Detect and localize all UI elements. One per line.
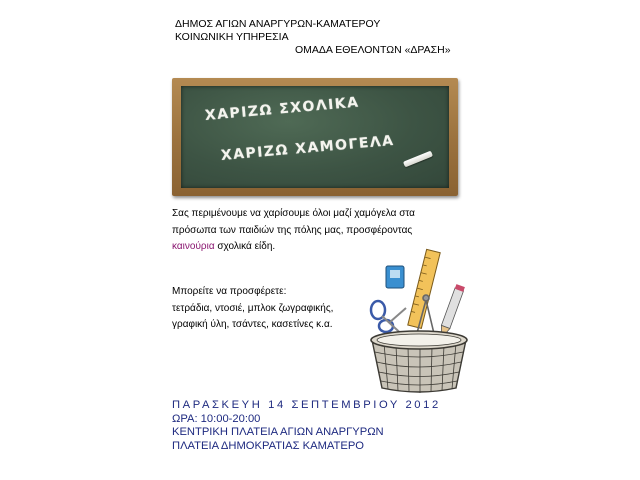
event-details	[172, 399, 441, 453]
chalkboard-line-1: ΧΑΡΙΖΩ ΣΧΟΛΙΚΑ	[204, 94, 361, 124]
chalkboard-surface	[181, 86, 449, 188]
volunteer-group-name: ΟΜΑΔΑ ΕΘΕΛΟΝΤΩΝ «ΔΡΑΣΗ»	[295, 44, 451, 56]
offer-title: Μπορείτε να προσφέρετε:	[172, 286, 287, 297]
municipality-name: ΔΗΜΟΣ ΑΓΙΩΝ ΑΝΑΡΓΥΡΩΝ-ΚΑΜΑΤΕΡΟΥ	[175, 18, 381, 30]
event-time: ΩΡΑ: 10:00-20:00	[172, 412, 261, 425]
chalkboard	[172, 78, 458, 196]
chalk-icon	[403, 151, 433, 168]
organization-header	[175, 18, 451, 57]
intro-line-2: πρόσωπα των παιδιών της πόλης μας, προσφέροντας	[172, 224, 413, 236]
chalkboard-line-2: ΧΑΡΙΖΩ ΧΑΜΟΓΕΛΑ	[220, 132, 396, 164]
basket-supplies-icon	[364, 248, 474, 398]
event-date: ΠΑΡΑΣΚΕΥΗ 14 ΣΕΠΤΕΜΒΡΙΟΥ 2012	[172, 399, 441, 411]
event-location-1: ΚΕΝΤΡΙΚΗ ΠΛΑΤΕΙΑ ΑΓΙΩΝ ΑΝΑΡΓΥΡΩΝ	[172, 426, 384, 438]
offer-paragraph	[172, 284, 333, 334]
social-service-name: ΚΟΙΝΩΝΙΚΗ ΥΠΗΡΕΣΙΑ	[175, 31, 289, 43]
intro-line-3-rest: σχολικά είδη.	[214, 241, 276, 252]
highlight-word: καινούρια	[172, 241, 215, 252]
offer-line-1: τετράδια, ντοσιέ, μπλοκ ζωγραφικής,	[172, 302, 334, 314]
intro-line-1: Σας περιμένουμε να χαρίσουμε όλοι μαζί χαμόγελα στα	[172, 208, 415, 219]
offer-line-2: γραφική ύλη, τσάντες, κασετίνες κ.α.	[172, 319, 333, 330]
event-location-2: ΠΛΑΤΕΙΑ ΔΗΜΟΚΡΑΤΙΑΣ ΚΑΜΑΤΕΡΟ	[172, 439, 364, 452]
